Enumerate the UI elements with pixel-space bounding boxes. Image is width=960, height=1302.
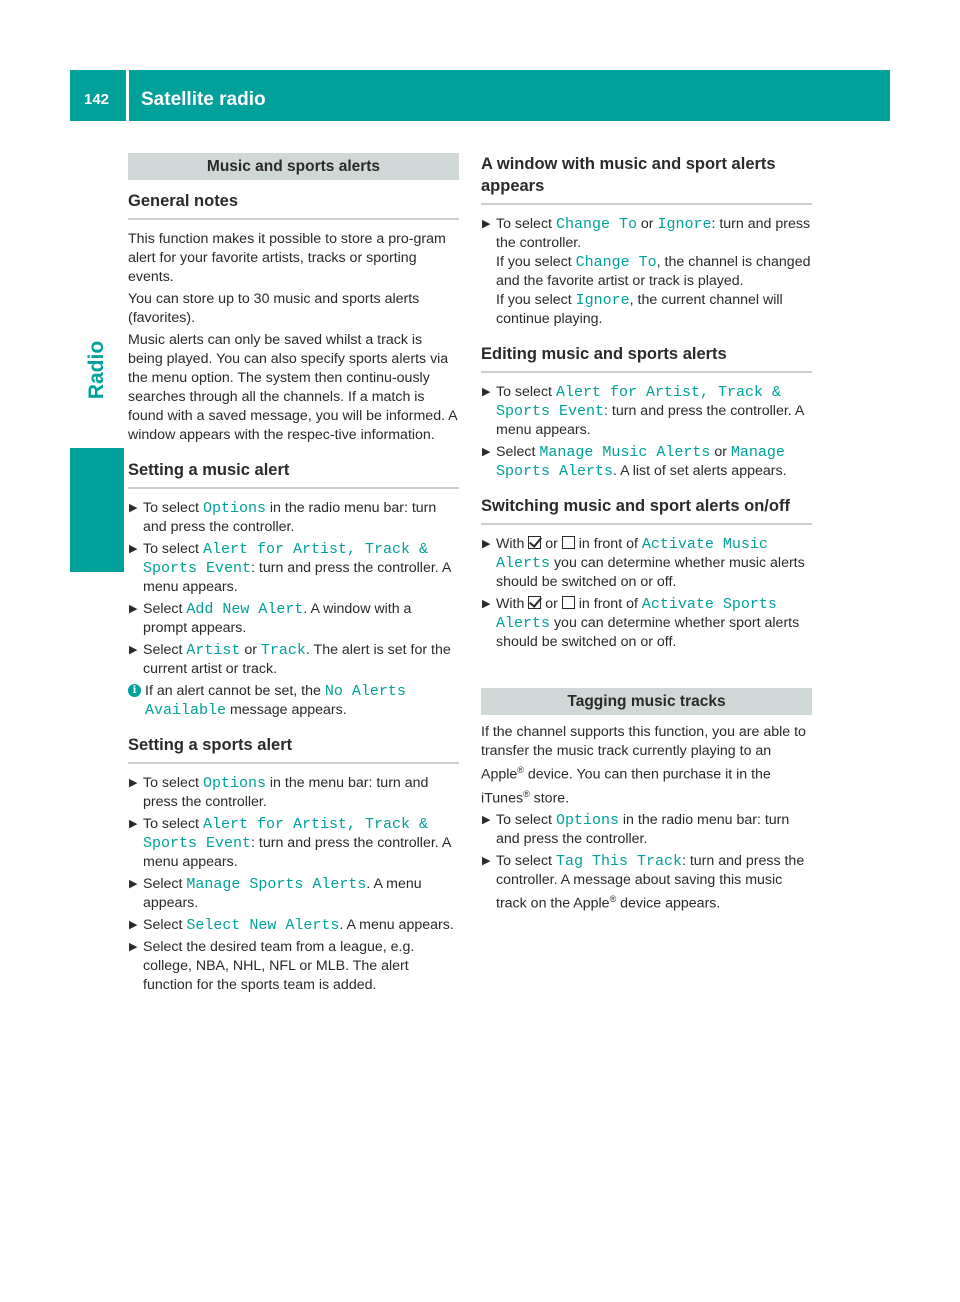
heading-switching-alerts: Switching music and sport alerts on/off bbox=[481, 495, 812, 525]
step: ▶ Select Manage Music Alerts or Manage Sports Alerts. A list of set alerts appears. bbox=[482, 444, 787, 480]
step: ▶ To select Alert for Artist, Track & Sports Event: turn and press the controller. A menu appears. bbox=[482, 384, 804, 438]
menu-item-artist: Artist bbox=[186, 642, 241, 659]
info-note: i If an alert cannot be set, the No Alerts Available message appears. bbox=[128, 682, 459, 720]
step-arrow-icon: ▶ bbox=[482, 386, 491, 398]
step-arrow-icon: ▶ bbox=[482, 538, 491, 550]
paragraph: This function makes it possible to store a pro-gram alert for your favorite artists, tracks or sporting events. bbox=[128, 231, 446, 285]
step-arrow-icon: ▶ bbox=[129, 644, 138, 656]
step-arrow-icon: ▶ bbox=[482, 855, 491, 868]
step-arrow-icon: ▶ bbox=[129, 919, 138, 931]
menu-item-options: Options bbox=[555, 812, 619, 830]
menu-item-activate-music-alerts: Activate Music Alerts bbox=[496, 536, 768, 572]
right-column bbox=[481, 153, 812, 917]
menu-item-alert-for-artist: Alert for Artist, Track & Sports Event bbox=[143, 816, 428, 852]
header-divider bbox=[126, 70, 129, 121]
menu-item-activate-sports-alerts: Activate Sports Alerts bbox=[496, 596, 777, 632]
menu-item-change-to: Change To bbox=[575, 254, 657, 271]
step-arrow-icon: ▶ bbox=[129, 543, 138, 555]
menu-item-ignore: Ignore bbox=[575, 292, 630, 309]
menu-item-manage-sports-alerts: Manage Sports Alerts bbox=[186, 876, 367, 893]
side-tab-marker bbox=[70, 448, 124, 572]
step: ▶ Select Artist or Track. The alert is set for the current artist or track. bbox=[129, 642, 451, 677]
menu-item-add-new-alert: Add New Alert bbox=[186, 601, 304, 618]
step: ▶ Select Select New Alerts. A menu appears. bbox=[129, 917, 454, 934]
menu-item-options: Options bbox=[202, 775, 266, 792]
step-arrow-icon: ▶ bbox=[482, 598, 491, 610]
paragraph: You can store up to 30 music and sports alerts (favorites). bbox=[128, 291, 420, 326]
heading-general-notes: General notes bbox=[128, 190, 459, 220]
left-column bbox=[128, 153, 459, 998]
heading-window-appears: A window with music and sport alerts appears bbox=[481, 153, 812, 205]
step: ▶ Select Add New Alert. A window with a prompt appears. bbox=[129, 601, 412, 636]
step: ▶ With or in front of Activate Music Alerts you can determine whether music alerts should be switched on or off. bbox=[482, 536, 805, 590]
step: ▶ Select the desired team from a league, e.g. college, NBA, NHL, NFL or MLB. The alert function for the sports team is added. bbox=[129, 939, 415, 993]
checkbox-checked-icon bbox=[528, 536, 541, 549]
step-arrow-icon: ▶ bbox=[129, 818, 138, 830]
checkbox-unchecked-icon bbox=[562, 596, 575, 609]
info-icon: i bbox=[128, 684, 141, 697]
menu-item-manage-sports-alerts: Manage Sports Alerts bbox=[496, 444, 785, 480]
step: ▶ To select Options in the radio menu bar: turn and press the controller. bbox=[482, 812, 790, 848]
step: ▶ To select Options in the radio menu bar: turn and press the controller. bbox=[129, 500, 437, 535]
step: ▶ To select Change To or Ignore: turn and press the controller. If you select Change To, the channel is changed and the favorite artist or track is played. If you select Ignore, the current channel will continue playing. bbox=[482, 216, 811, 327]
paragraph: If the channel supports this function, you are able to transfer the music track currently playing to an Apple® device. You can then purchase it in the iTunes® store. bbox=[481, 724, 806, 807]
step: ▶ To select Alert for Artist, Track & Sports Event: turn and press the controller. A menu appears. bbox=[129, 816, 451, 870]
side-section-label: Radio bbox=[85, 340, 108, 400]
step-arrow-icon: ▶ bbox=[129, 502, 138, 514]
page-header bbox=[70, 70, 890, 121]
heading-sports-alert: Setting a sports alert bbox=[128, 734, 459, 764]
menu-item-change-to: Change To bbox=[555, 216, 637, 233]
menu-item-manage-music-alerts: Manage Music Alerts bbox=[539, 444, 711, 461]
checkbox-checked-icon bbox=[528, 596, 541, 609]
menu-item-tag-this-track: Tag This Track bbox=[555, 853, 682, 871]
menu-item-alert-for-artist: Alert for Artist, Track & Sports Event bbox=[496, 384, 781, 420]
step: ▶ With or in front of Activate Sports Alerts you can determine whether sport alerts should be switched on or off. bbox=[482, 596, 800, 650]
message-no-alerts: No Alerts Available bbox=[145, 683, 406, 719]
step-arrow-icon: ▶ bbox=[129, 777, 138, 789]
checkbox-unchecked-icon bbox=[562, 536, 575, 549]
step: ▶ To select Tag This Track: turn and press the controller. A message about saving this music track on the Apple® device appears. bbox=[482, 853, 805, 913]
step-arrow-icon: ▶ bbox=[482, 218, 491, 230]
step-arrow-icon: ▶ bbox=[129, 878, 138, 890]
heading-editing-alerts: Editing music and sports alerts bbox=[481, 343, 812, 373]
menu-item-options: Options bbox=[202, 500, 266, 517]
step-arrow-icon: ▶ bbox=[129, 941, 138, 953]
step-arrow-icon: ▶ bbox=[482, 446, 491, 458]
step: ▶ To select Alert for Artist, Track & Sports Event: turn and press the controller. A menu appears. bbox=[129, 541, 451, 595]
menu-item-alert-for-artist: Alert for Artist, Track & Sports Event bbox=[143, 541, 428, 577]
section-banner-alerts: Music and sports alerts bbox=[128, 153, 459, 180]
menu-item-track: Track bbox=[260, 642, 306, 659]
step-arrow-icon: ▶ bbox=[482, 814, 491, 827]
menu-item-ignore: Ignore bbox=[657, 216, 712, 233]
page-number: 142 bbox=[84, 91, 110, 108]
section-banner-tagging: Tagging music tracks bbox=[481, 688, 812, 715]
step: ▶ Select Manage Sports Alerts. A menu appears. bbox=[129, 876, 422, 911]
heading-music-alert: Setting a music alert bbox=[128, 459, 459, 489]
chapter-title: Satellite radio bbox=[141, 89, 266, 110]
paragraph: Music alerts can only be saved whilst a track is being played. You can also specify sports alerts via the menu option. The system then continu-ously searches through all the channels. If a match is found with a saved message, you will be informed. A window appears with the respec-tive information. bbox=[128, 332, 457, 443]
step: ▶ To select Options in the menu bar: turn and press the controller. bbox=[129, 775, 429, 810]
step-arrow-icon: ▶ bbox=[129, 603, 138, 615]
menu-item-select-new-alerts: Select New Alerts bbox=[186, 917, 340, 934]
